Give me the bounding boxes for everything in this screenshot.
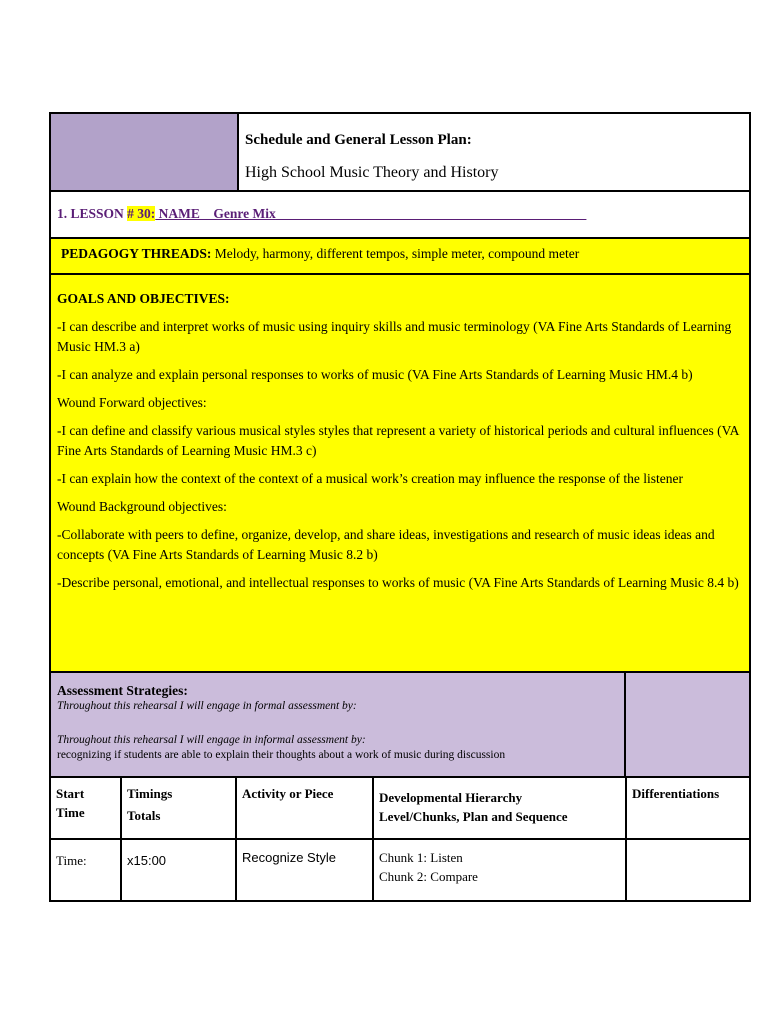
goal-subheading: Wound Background objectives:	[57, 499, 227, 514]
assessment-side-cell	[626, 673, 749, 776]
assessment-content	[51, 673, 626, 776]
header-start-label: Start	[56, 786, 85, 801]
header-row	[49, 112, 751, 192]
lesson-prefix: 1. LESSON	[57, 206, 128, 221]
cell-start-time: Time:	[51, 840, 122, 900]
lesson-plan-document	[49, 112, 751, 902]
assessment-section	[49, 673, 751, 778]
header-timings-label: Timings	[127, 786, 173, 801]
header-timings	[122, 778, 237, 838]
course-title: High School Music Theory and History	[245, 164, 499, 181]
goal-item: -I can define and classify various musical styles styles that represent a variety of historical periods and cultural influences (VA Fine Arts Standards of Learning Music HM.3 c)	[57, 423, 739, 458]
plan-title: Schedule and General Lesson Plan:	[245, 132, 472, 148]
lesson-row	[49, 192, 751, 239]
cell-differentiations	[627, 840, 749, 900]
header-differentiations: Differentiations	[632, 786, 720, 801]
schedule-table-header	[49, 778, 751, 840]
pedagogy-label: PEDAGOGY THREADS:	[61, 246, 212, 261]
header-dev-line1: Developmental Hierarchy	[379, 790, 523, 805]
cell-timing: x15:00	[122, 840, 237, 900]
formal-assessment: Throughout this rehearsal I will engage in formal assessment by:	[57, 700, 357, 712]
header-dev-line2: Level/Chunks, Plan and Sequence	[379, 809, 568, 824]
header-totals-label: Totals	[127, 808, 161, 823]
lesson-name: NAME__Genre Mix	[155, 206, 276, 221]
lesson-number: # 30:	[127, 206, 156, 221]
header-activity: Activity or Piece	[237, 778, 374, 838]
goal-item: -Describe personal, emotional, and intellectual responses to works of music (VA Fine Arts Standards of Learning Music 8.4 b)	[57, 575, 739, 590]
goal-item: -I can analyze and explain personal responses to works of music (VA Fine Arts Standards of Learning Music HM.4 b)	[57, 367, 693, 382]
goals-section	[49, 275, 751, 673]
informal-assessment-detail: recognizing if students are able to explain their thoughts about a work of music during discussion	[57, 749, 506, 761]
chunk-1: Chunk 1: Listen	[379, 850, 463, 865]
goals-heading: GOALS AND OBJECTIVES:	[57, 291, 230, 306]
goal-item: -I can describe and interpret works of music using inquiry skills and music terminology (VA Fine Arts Standards of Learning Music HM.3 a)	[57, 319, 732, 354]
goal-item: -Collaborate with peers to define, organize, develop, and share ideas, investigations and research of music ideas ideas and concepts (VA Fine Arts Standards of Learning Music 8.2 b)	[57, 527, 715, 562]
header-dev-hierarchy	[374, 778, 627, 838]
chunk-2: Chunk 2: Compare	[379, 869, 478, 884]
pedagogy-threads-row	[49, 239, 751, 275]
goal-item: -I can explain how the context of the context of a musical work’s creation may influence the response of the listener	[57, 471, 684, 486]
table-row	[49, 840, 751, 902]
cell-activity: Recognize Style	[237, 840, 374, 900]
pedagogy-text: Melody, harmony, different tempos, simple meter, compound meter	[211, 246, 580, 261]
header-color-block	[51, 114, 239, 190]
goal-subheading: Wound Forward objectives:	[57, 395, 207, 410]
assessment-title: Assessment Strategies:	[57, 683, 188, 698]
informal-assessment: Throughout this rehearsal I will engage in informal assessment by:	[57, 734, 366, 746]
lesson-name-line: ______________________________________________	[275, 206, 587, 221]
cell-dev-hierarchy	[374, 840, 627, 900]
header-start-time	[51, 778, 122, 838]
header-time-label: Time	[56, 805, 85, 820]
header-titles	[239, 114, 749, 190]
